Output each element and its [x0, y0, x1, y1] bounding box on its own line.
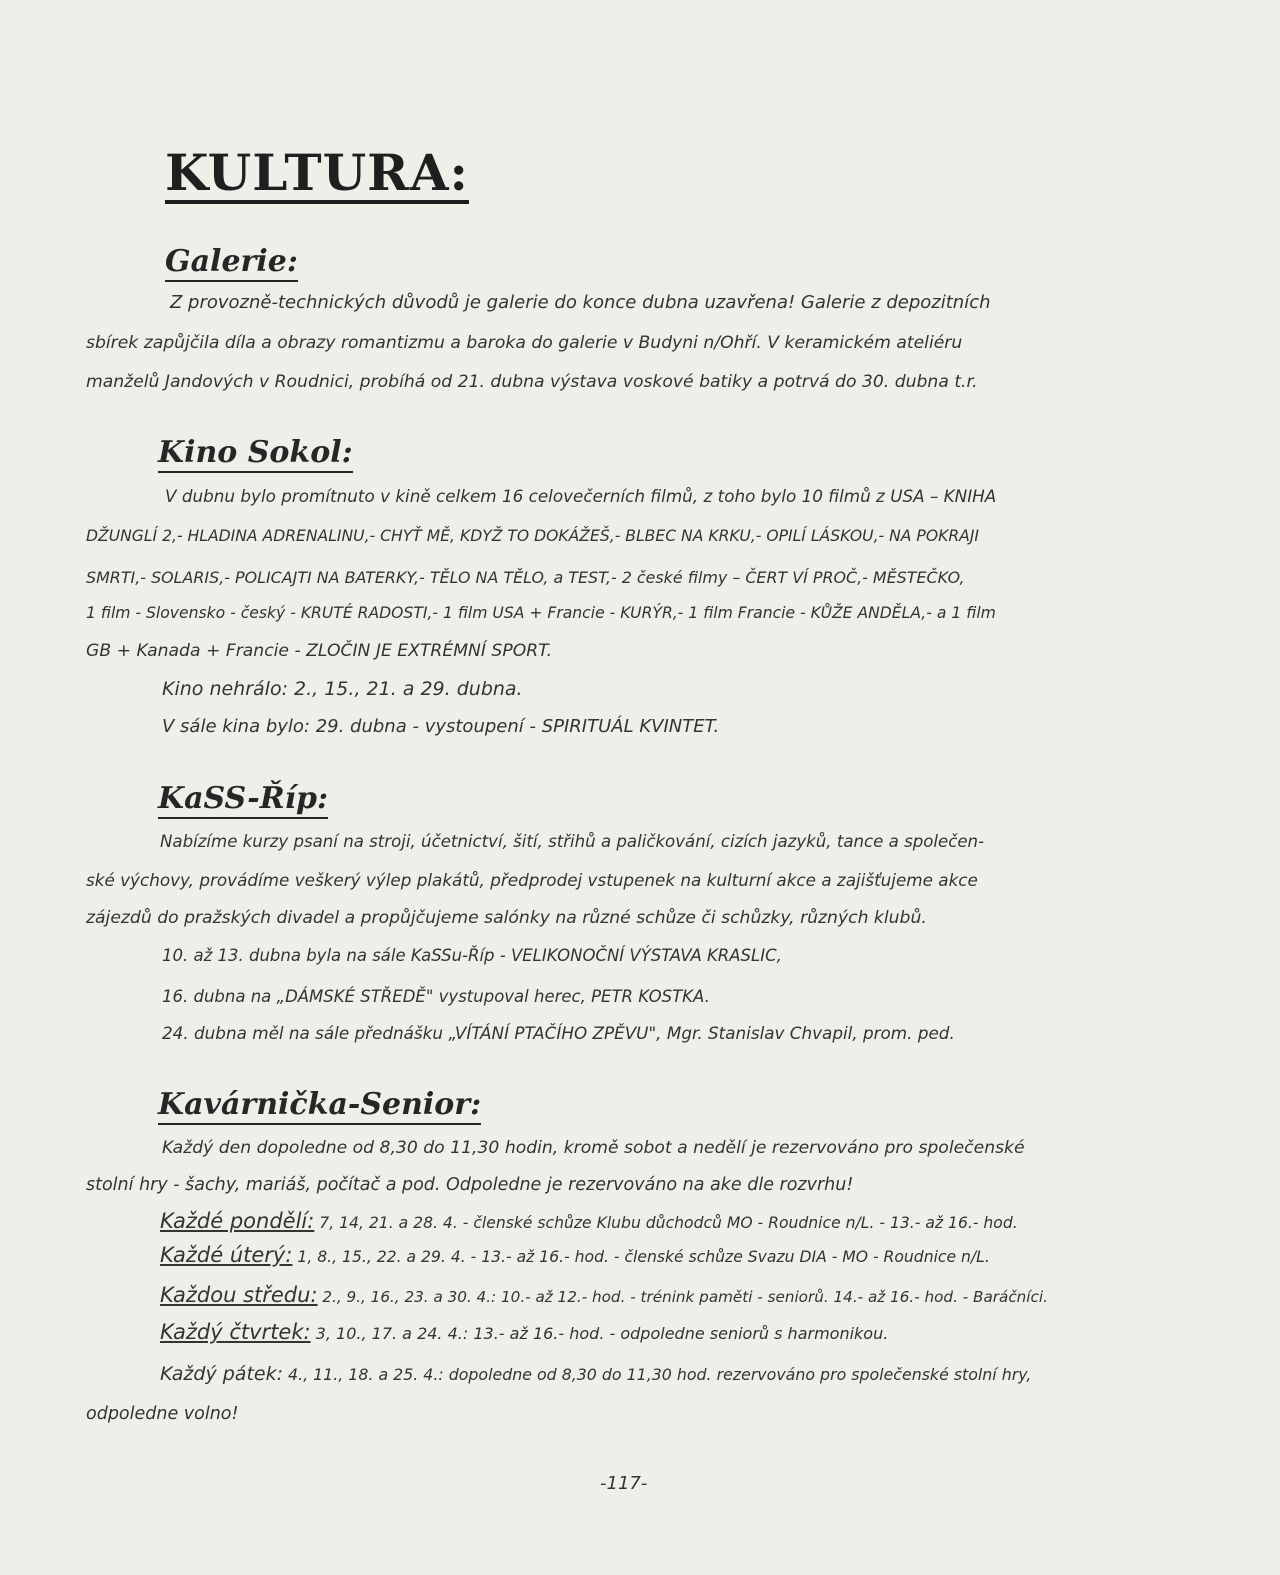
kavarnicka-line-1: Každý den dopoledne od 8,30 do 11,30 hodin, kromě sobot a nedělí je rezervováno pro společenské — [162, 1138, 1025, 1158]
kino-line-6: Kino nehrálo: 2., 15., 21. a 29. dubna. — [162, 678, 523, 700]
schedule-day-text: 4., 11., 18. a 25. 4.: dopoledne od 8,30 do 11,30 hod. rezervováno pro společenské stolní hry, — [283, 1365, 1032, 1384]
galerie-line-2: sbírek zapůjčila díla a obrazy romantizmu a baroka do galerie v Budyni n/Ohří. V keramickém ateliéru — [86, 333, 963, 353]
kass-line-1: Nabízíme kurzy psaní na stroji, účetnictví, šití, střihů a paličkování, cizích jazyků, tance a společen- — [160, 832, 985, 851]
galerie-line-3: manželů Jandových v Roudnici, probíhá od 21. dubna výstava voskové batiky a potrvá do 30. dubna t.r. — [86, 372, 978, 392]
schedule-row-wednesday — [160, 1283, 1048, 1307]
schedule-day-text: 3, 10., 17. a 24. 4.: 13.- až 16.- hod. - odpoledne seniorů s harmonikou. — [310, 1324, 889, 1343]
kavarnicka-line-2: stolní hry - šachy, mariáš, počítač a pod. Odpoledne je rezervováno na ake dle rozvrhu! — [86, 1175, 854, 1195]
kavarnicka-closing: odpoledne volno! — [86, 1404, 239, 1424]
schedule-day-text: 7, 14, 21. a 28. 4. - členské schůze Klubu důchodců MO - Roudnice n/L. - 13.- až 16.- hod. — [314, 1214, 1018, 1232]
schedule-day-text: 2., 9., 16., 23. a 30. 4.: 10.- až 12.- hod. - trénink paměti - seniorů. 14.- až 16.- hod. - Baráčníci. — [317, 1288, 1048, 1306]
page-number: -117- — [600, 1473, 648, 1494]
kino-line-7: V sále kina bylo: 29. dubna - vystoupení - SPIRITUÁL KVINTET. — [162, 716, 720, 737]
section-heading-kino: Kino Sokol: — [158, 436, 353, 473]
schedule-day-label: Každé pondělí: — [160, 1209, 315, 1233]
schedule-day-label: Každý pátek: — [160, 1363, 283, 1385]
kino-line-1: V dubnu bylo promítnuto v kině celkem 16 celovečerních filmů, z toho bylo 10 filmů z USA – KNIHA — [165, 486, 997, 506]
schedule-day-text: 1, 8., 15., 22. a 29. 4. - 13.- až 16.- hod. - členské schůze Svazu DIA - MO - Roudnice n/L. — [292, 1248, 990, 1266]
kass-line-3: zájezdů do pražských divadel a propůjčujeme salónky na různé schůze či schůzky, různých klubů. — [86, 908, 927, 928]
kass-line-4: 10. až 13. dubna byla na sále KaSSu-Říp - VELIKONOČNÍ VÝSTAVA KRASLIC, — [162, 946, 782, 965]
kass-line-2: ské výchovy, provádíme veškerý výlep plakátů, předprodej vstupenek na kulturní akce a zajišťujeme akce — [86, 870, 978, 890]
kino-line-2: DŽUNGLÍ 2,- HLADINA ADRENALINU,- CHYŤ MĚ, KDYŽ TO DOKÁŽEŠ,- BLBEC NA KRKU,- OPILÍ LÁSKOU,- NA POKRAJI — [86, 527, 980, 545]
galerie-line-1: Z provozně-technických důvodů je galerie do konce dubna uzavřena! Galerie z depozitních — [170, 292, 991, 313]
schedule-row-monday — [160, 1209, 1018, 1233]
kino-line-3: SMRTI,- SOLARIS,- POLICAJTI NA BATERKY,- TĚLO NA TĚLO, a TEST,- 2 české filmy – ČERT VÍ PROČ,- MĚSTEČKO, — [86, 568, 965, 587]
kass-line-6: 24. dubna měl na sále přednášku „VÍTÁNÍ PTAČÍHO ZPĚVU", Mgr. Stanislav Chvapil, prom. ped. — [162, 1023, 955, 1043]
kino-line-5: GB + Kanada + Francie - ZLOČIN JE EXTRÉMNÍ SPORT. — [86, 641, 553, 661]
kass-line-5: 16. dubna na „DÁMSKÉ STŘEDĚ" vystupoval herec, PETR KOSTKA. — [162, 987, 710, 1006]
schedule-day-label: Každou středu: — [160, 1283, 318, 1307]
section-heading-galerie: Galerie: — [165, 245, 298, 282]
schedule-row-thursday — [160, 1320, 888, 1344]
section-heading-kavarnicka: Kavárnička-Senior: — [158, 1088, 481, 1125]
schedule-day-label: Každé úterý: — [160, 1243, 293, 1267]
schedule-row-tuesday — [160, 1243, 990, 1267]
kino-line-4: 1 film - Slovensko - český - KRUTÉ RADOSTI,- 1 film USA + Francie - KURÝR,- 1 film Francie - KŮŽE ANDĚLA,- a 1 film — [86, 604, 996, 622]
schedule-day-label: Každý čtvrtek: — [160, 1320, 311, 1344]
section-heading-kass: KaSS-Říp: — [158, 782, 328, 819]
schedule-row-friday — [160, 1363, 1031, 1385]
page-title: KULTURA: — [165, 143, 469, 202]
